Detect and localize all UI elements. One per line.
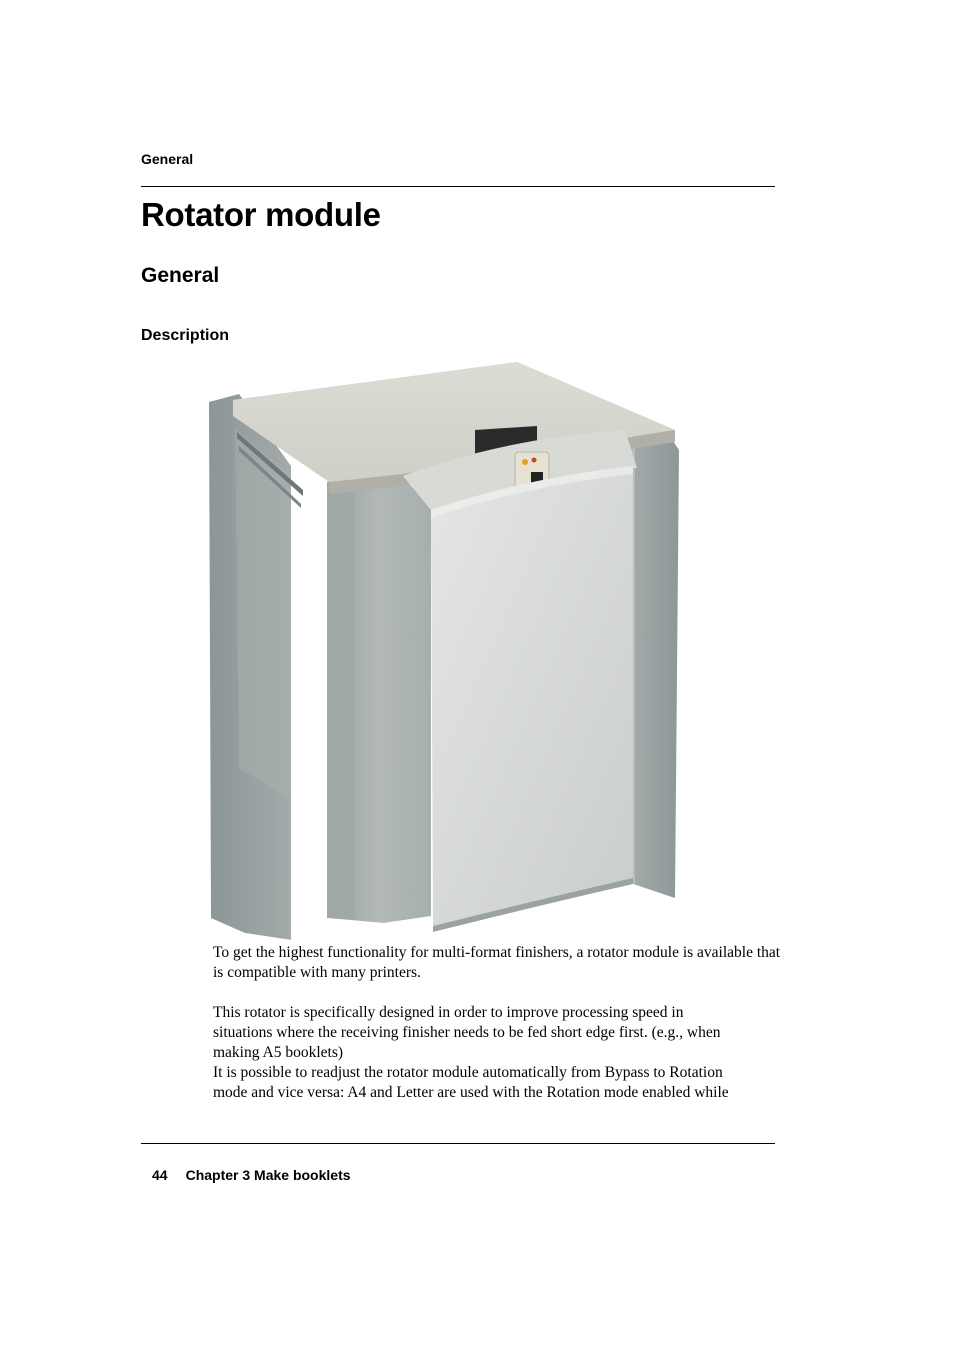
body-paragraph-2 bbox=[213, 1003, 783, 1103]
section-title: General bbox=[141, 264, 220, 287]
text-line: mode and vice versa: A4 and Letter are used with the Rotation mode enabled while bbox=[213, 1084, 729, 1101]
footer-rule bbox=[141, 1143, 775, 1144]
text-line: This rotator is specifically designed in order to improve processing speed in bbox=[213, 1004, 684, 1021]
text-line: situations where the receiving finisher needs to be fed short edge first. (e.g., when bbox=[213, 1024, 721, 1041]
running-head: General bbox=[141, 151, 194, 167]
header-rule bbox=[141, 186, 775, 187]
footer-chapter-label: Chapter 3 Make booklets bbox=[185, 1167, 351, 1183]
text-line: making A5 booklets) bbox=[213, 1044, 344, 1061]
rotator-module-photo bbox=[205, 358, 685, 948]
page-number: 44 bbox=[152, 1167, 168, 1183]
subsection-title: Description bbox=[141, 327, 230, 344]
page-footer bbox=[152, 1167, 351, 1183]
body-paragraph: To get the highest functionality for multi-format finishers, a rotator module is available that is compatible with many printers. bbox=[213, 944, 781, 981]
chapter-title: Rotator module bbox=[141, 196, 381, 233]
text-line: It is possible to readjust the rotator module automatically from Bypass to Rotation bbox=[213, 1064, 723, 1081]
